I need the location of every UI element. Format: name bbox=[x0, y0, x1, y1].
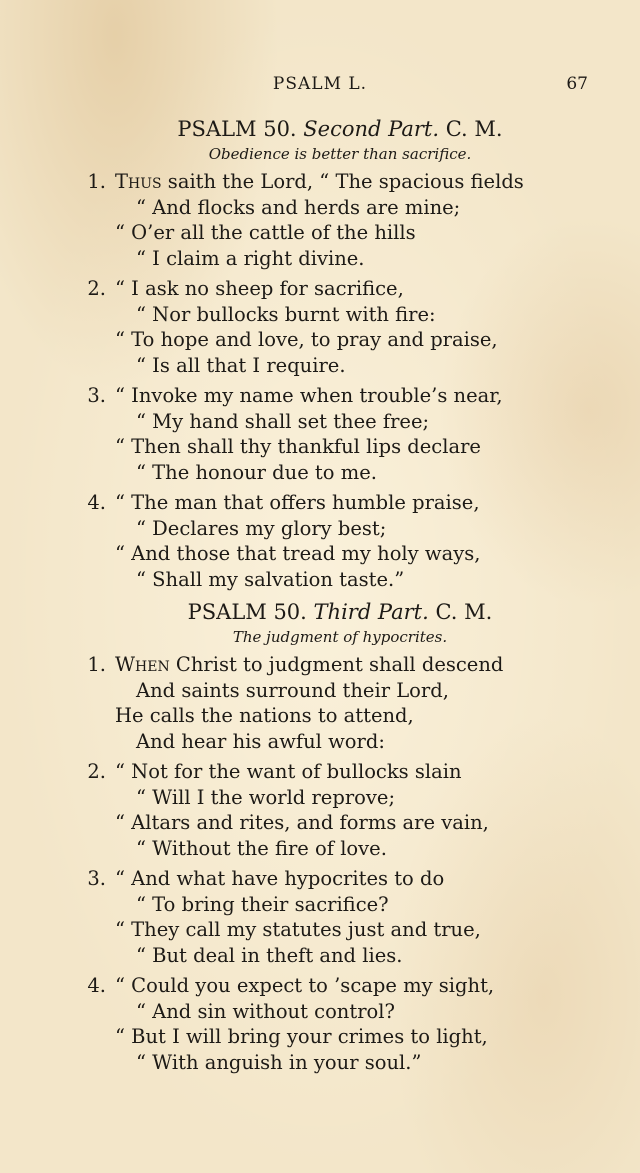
verse-line: “ The honour due to me. bbox=[136, 460, 377, 484]
verse-line: “ To hope and love, to pray and praise, bbox=[115, 328, 498, 351]
verse-text: “ Could you expect to ’scape my sight, bbox=[115, 974, 495, 997]
stanza-number: 3. bbox=[87, 867, 106, 890]
verse-text: “ Not for the want of bullocks slain bbox=[115, 760, 462, 783]
psalm-subtitle: The judgment of hypocrites. bbox=[232, 628, 448, 646]
verse-line: “ And those that tread my holy ways, bbox=[115, 542, 481, 565]
stanza bbox=[0, 973, 640, 1075]
psalm-section bbox=[0, 115, 640, 597]
verse-text: saith the Lord, “ The spacious fields bbox=[161, 170, 524, 193]
verse-text: “ Invoke my name when trouble’s near, bbox=[115, 384, 503, 407]
heading-main: PSALM 50. bbox=[177, 117, 297, 141]
stanza bbox=[0, 169, 640, 271]
verse-line: And hear his awful word: bbox=[136, 729, 385, 753]
verse-line: “ O’er all the cattle of the hills bbox=[115, 221, 416, 244]
verse-text: “ I ask no sheep for sacrifice, bbox=[115, 277, 404, 300]
page-number: 67 bbox=[566, 74, 588, 94]
stanza bbox=[0, 490, 640, 592]
verse-line bbox=[0, 169, 640, 195]
psalm-heading bbox=[0, 598, 640, 626]
verse-line: He calls the nations to attend, bbox=[115, 704, 414, 727]
verse-line: “ Declares my glory best; bbox=[136, 516, 387, 540]
stanza-number: 2. bbox=[87, 277, 106, 300]
verse-line bbox=[0, 866, 640, 892]
verse-line: “ Nor bullocks burnt with fire: bbox=[136, 302, 436, 326]
verse-line: “ Without the fire of love. bbox=[136, 836, 387, 860]
verse-line: “ And flocks and herds are mine; bbox=[136, 195, 461, 219]
verse-line bbox=[0, 490, 640, 516]
verse-text: “ The man that offers humble praise, bbox=[115, 491, 480, 514]
stanza bbox=[0, 383, 640, 485]
verse-line: “ Then shall thy thankful lips declare bbox=[115, 435, 481, 458]
stanza-number: 2. bbox=[87, 760, 106, 783]
verse-line: “ But I will bring your crimes to light, bbox=[115, 1025, 488, 1048]
verse-line: “ And sin without control? bbox=[136, 999, 395, 1023]
verse-line: “ They call my statutes just and true, bbox=[115, 918, 481, 941]
verse-line bbox=[0, 383, 640, 409]
stanza-number: 4. bbox=[87, 491, 106, 514]
verse-line: “ My hand shall set thee free; bbox=[136, 409, 430, 433]
heading-part: Second Part. bbox=[303, 117, 440, 141]
stanza-number: 1. bbox=[87, 653, 106, 676]
verse-text: “ And what have hypocrites to do bbox=[115, 867, 445, 890]
verse-line: “ Altars and rites, and forms are vain, bbox=[115, 811, 489, 834]
verse-line: “ To bring their sacrifice? bbox=[136, 892, 389, 916]
small-caps-word: Thus bbox=[115, 170, 162, 193]
stanza-number: 4. bbox=[87, 974, 106, 997]
psalm-section bbox=[0, 598, 640, 1080]
verse-line: “ With anguish in your soul.” bbox=[136, 1050, 422, 1074]
psalm-subtitle: Obedience is better than sacrifice. bbox=[208, 145, 472, 163]
stanza-number: 1. bbox=[87, 170, 106, 193]
stanza bbox=[0, 759, 640, 861]
verse-line: “ I claim a right divine. bbox=[136, 246, 365, 270]
verse-line: “ Will I the world reprove; bbox=[136, 785, 396, 809]
heading-meter: C. M. bbox=[445, 117, 503, 141]
verse-text: Christ to judgment shall descend bbox=[169, 653, 504, 676]
verse-line bbox=[0, 652, 640, 678]
stanza bbox=[0, 276, 640, 378]
small-caps-word: When bbox=[115, 653, 170, 676]
running-head bbox=[0, 74, 640, 98]
stanza bbox=[0, 652, 640, 754]
stanza-number: 3. bbox=[87, 384, 106, 407]
heading-meter: C. M. bbox=[435, 600, 493, 624]
running-title: PSALM L. bbox=[272, 74, 368, 94]
verse-line bbox=[0, 759, 640, 785]
heading-main: PSALM 50. bbox=[187, 600, 307, 624]
psalm-heading bbox=[0, 115, 640, 143]
verse-line: “ Shall my salvation taste.” bbox=[136, 567, 405, 591]
verse-line: And saints surround their Lord, bbox=[136, 678, 449, 702]
verse-line: “ But deal in theft and lies. bbox=[136, 943, 403, 967]
verse-line: “ Is all that I require. bbox=[136, 353, 346, 377]
stanza bbox=[0, 866, 640, 968]
heading-part: Third Part. bbox=[313, 600, 429, 624]
verse-line bbox=[0, 973, 640, 999]
verse-line bbox=[0, 276, 640, 302]
